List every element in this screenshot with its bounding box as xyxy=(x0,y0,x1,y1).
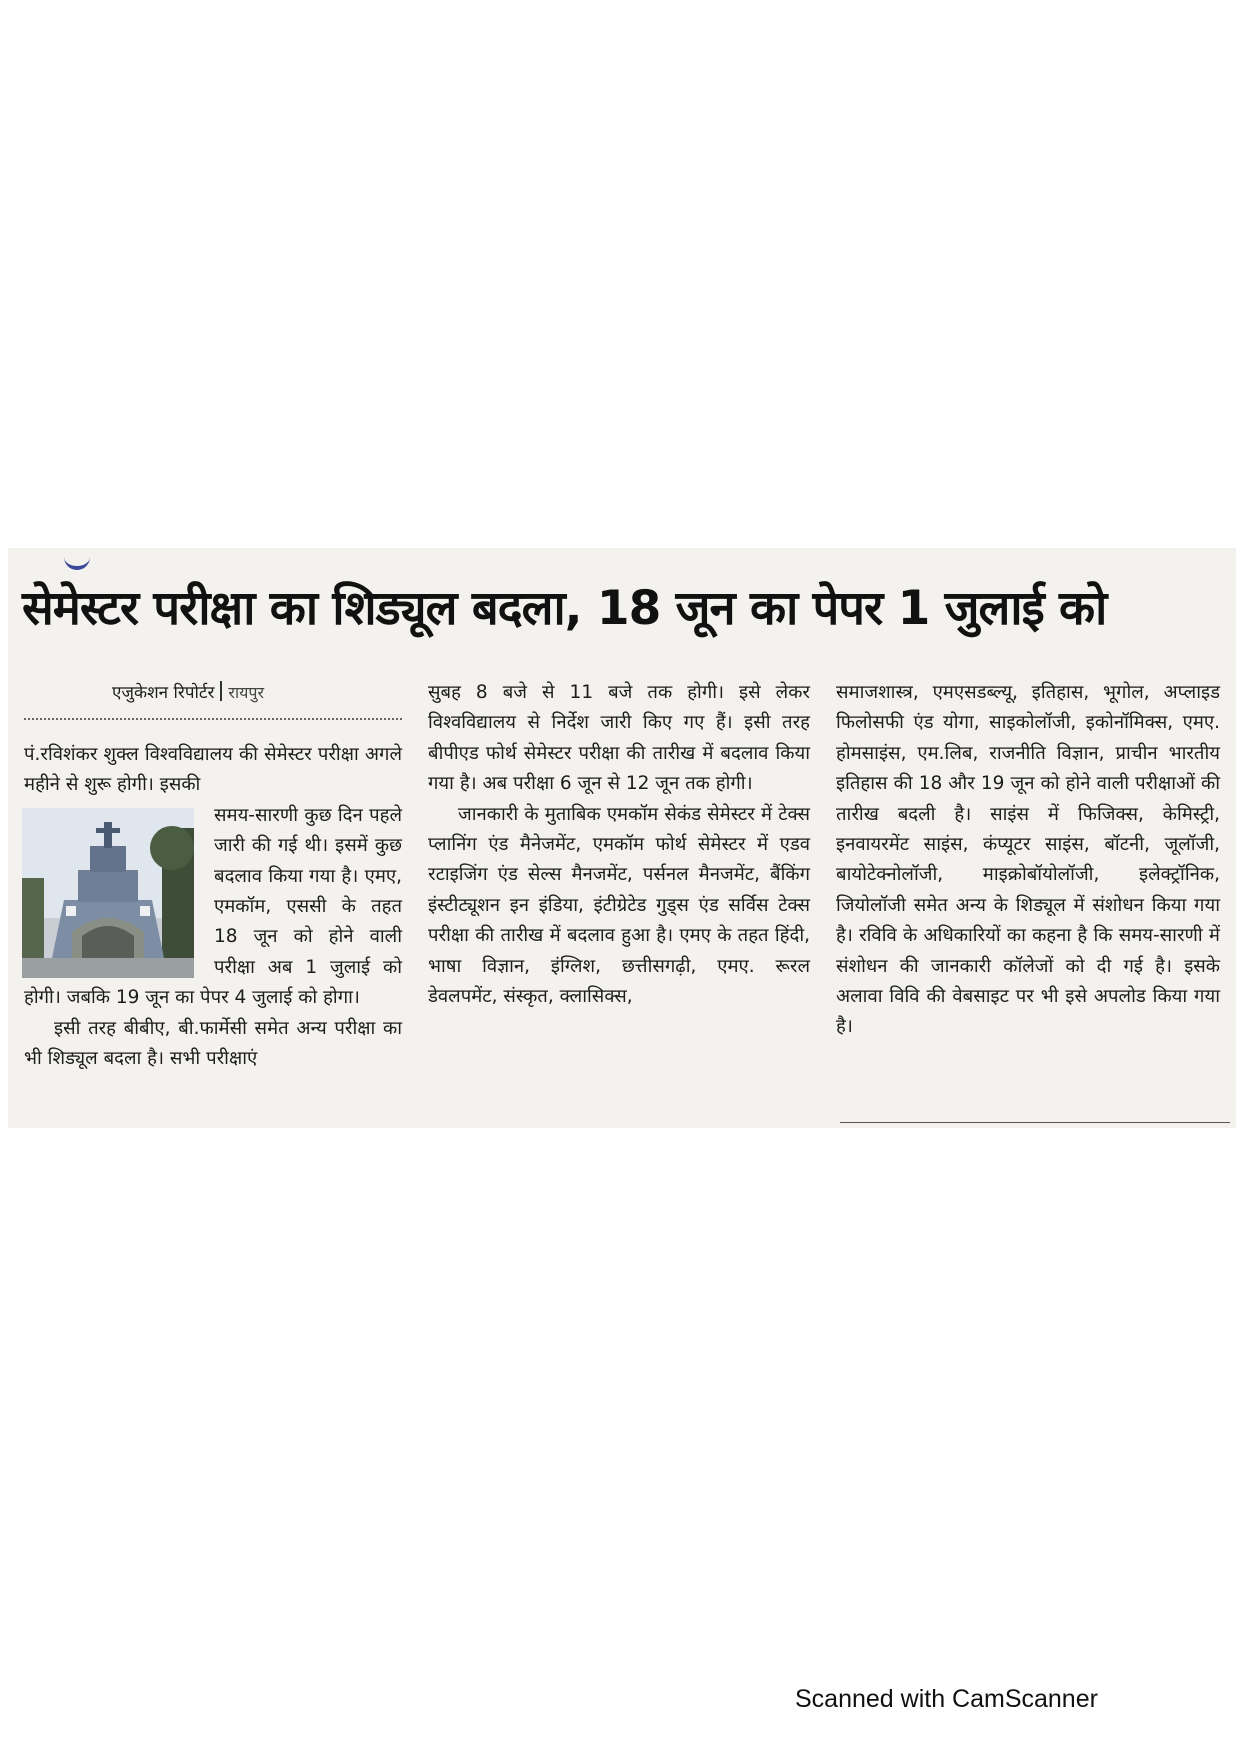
col1-paragraph-2: इसी तरह बीबीए, बी.फार्मेसी समेत अन्य परीक्षा का भी शिड्यूल बदला है। सभी परीक्षाएं xyxy=(24,1017,402,1070)
column-2 xyxy=(428,678,810,1012)
byline-city: रायपुर xyxy=(228,683,265,702)
building-photo-icon xyxy=(22,808,194,978)
byline xyxy=(112,678,264,708)
camscanner-watermark: Scanned with CamScanner xyxy=(795,1685,1098,1713)
byline-reporter: एजुकेशन रिपोर्टर xyxy=(112,683,215,703)
column-3 xyxy=(836,678,1220,1043)
col2-paragraph-2: जानकारी के मुताबिक एमकॉम सेकंड सेमेस्टर में टेक्स प्लानिंग एंड मैनेजमेंट, एमकॉम फोर्थ सेमेस्टर में एडव रटाइजिंग एंड सेल्स मैनजमेंट, पर्सनल मैनजमेंट, बैंकिंग इंस्टीट्यूशन इन इंडिया, इंटीग्रेटेड गुड्स एंड सर्विस टेक्स परीक्षा की तारीख में बदलाव हुआ है। एमए के तहत हिंदी, भाषा विज्ञान, इंग्लिश, छत्तीसगढ़ी, एमए. रूरल डेवलपमेंट, संस्कृत, क्लासिक्स, xyxy=(428,803,810,1008)
dotted-divider xyxy=(24,718,402,720)
university-building-photo xyxy=(22,808,194,978)
col1-paragraph-1-wrap: समय-सारणी कुछ दिन पहले जारी की गई थी। इसमें कुछ बदलाव किया गया है। एमए, एमकॉम, एससी के तहत 18 जून को होने वाली परीक्षा अब 1 जुलाई को होगी। जबकि 19 जून का पेपर 4 जुलाई को होगा। xyxy=(24,804,402,1009)
byline-separator xyxy=(220,681,222,701)
bottom-rule xyxy=(840,1122,1230,1123)
col1-paragraph-1-top: पं.रविशंकर शुक्ल विश्वविद्यालय की सेमेस्टर परीक्षा अगले महीने से शुरू होगी। इसकी xyxy=(24,744,402,796)
headline: सेमेस्टर परीक्षा का शिड्यूल बदला, 18 जून का पेपर 1 जुलाई को xyxy=(22,581,1107,636)
col2-paragraph-1: सुबह 8 बजे से 11 बजे तक होगी। इसे लेकर विश्वविद्यालय से निर्देश जारी किए गए हैं। इसी तरह बीपीएड फोर्थ सेमेस्टर परीक्षा की तारीख में बदलाव किया गया है। अब परीक्षा 6 जून से 12 जून तक होगी। xyxy=(428,682,810,795)
col3-paragraph-1: समाजशास्त्र, एमएसडब्ल्यू, इतिहास, भूगोल, अप्लाइड फिलोसफी एंड योगा, साइकोलॉजी, इकोनॉमिक्स, एमए. होमसाइंस, एम.लिब, राजनीति विज्ञान, प्राचीन भारतीय इतिहास की 18 और 19 जून को होने वाली परीक्षाओं की तारीख बदली है। साइंस में फिजिक्स, केमिस्ट्री, इनवायरमेंट साइंस, कंप्यूटर साइंस, बॉटनी, जूलॉजी, बायोटेक्नोलॉजी, माइक्रोबॉयोलॉजी, इलेक्ट्रॉनिक, जियोलॉजी समेत अन्य के शिड्यूल में संशोधन किया गया है। रविवि के अधिकारियों का कहना है कि समय-सारणी में संशोधन की जानकारी कॉलेजों को दी गई है। इसके अलावा विवि की वेबसाइट पर भी इसे अपलोड किया गया है। xyxy=(836,682,1220,1038)
